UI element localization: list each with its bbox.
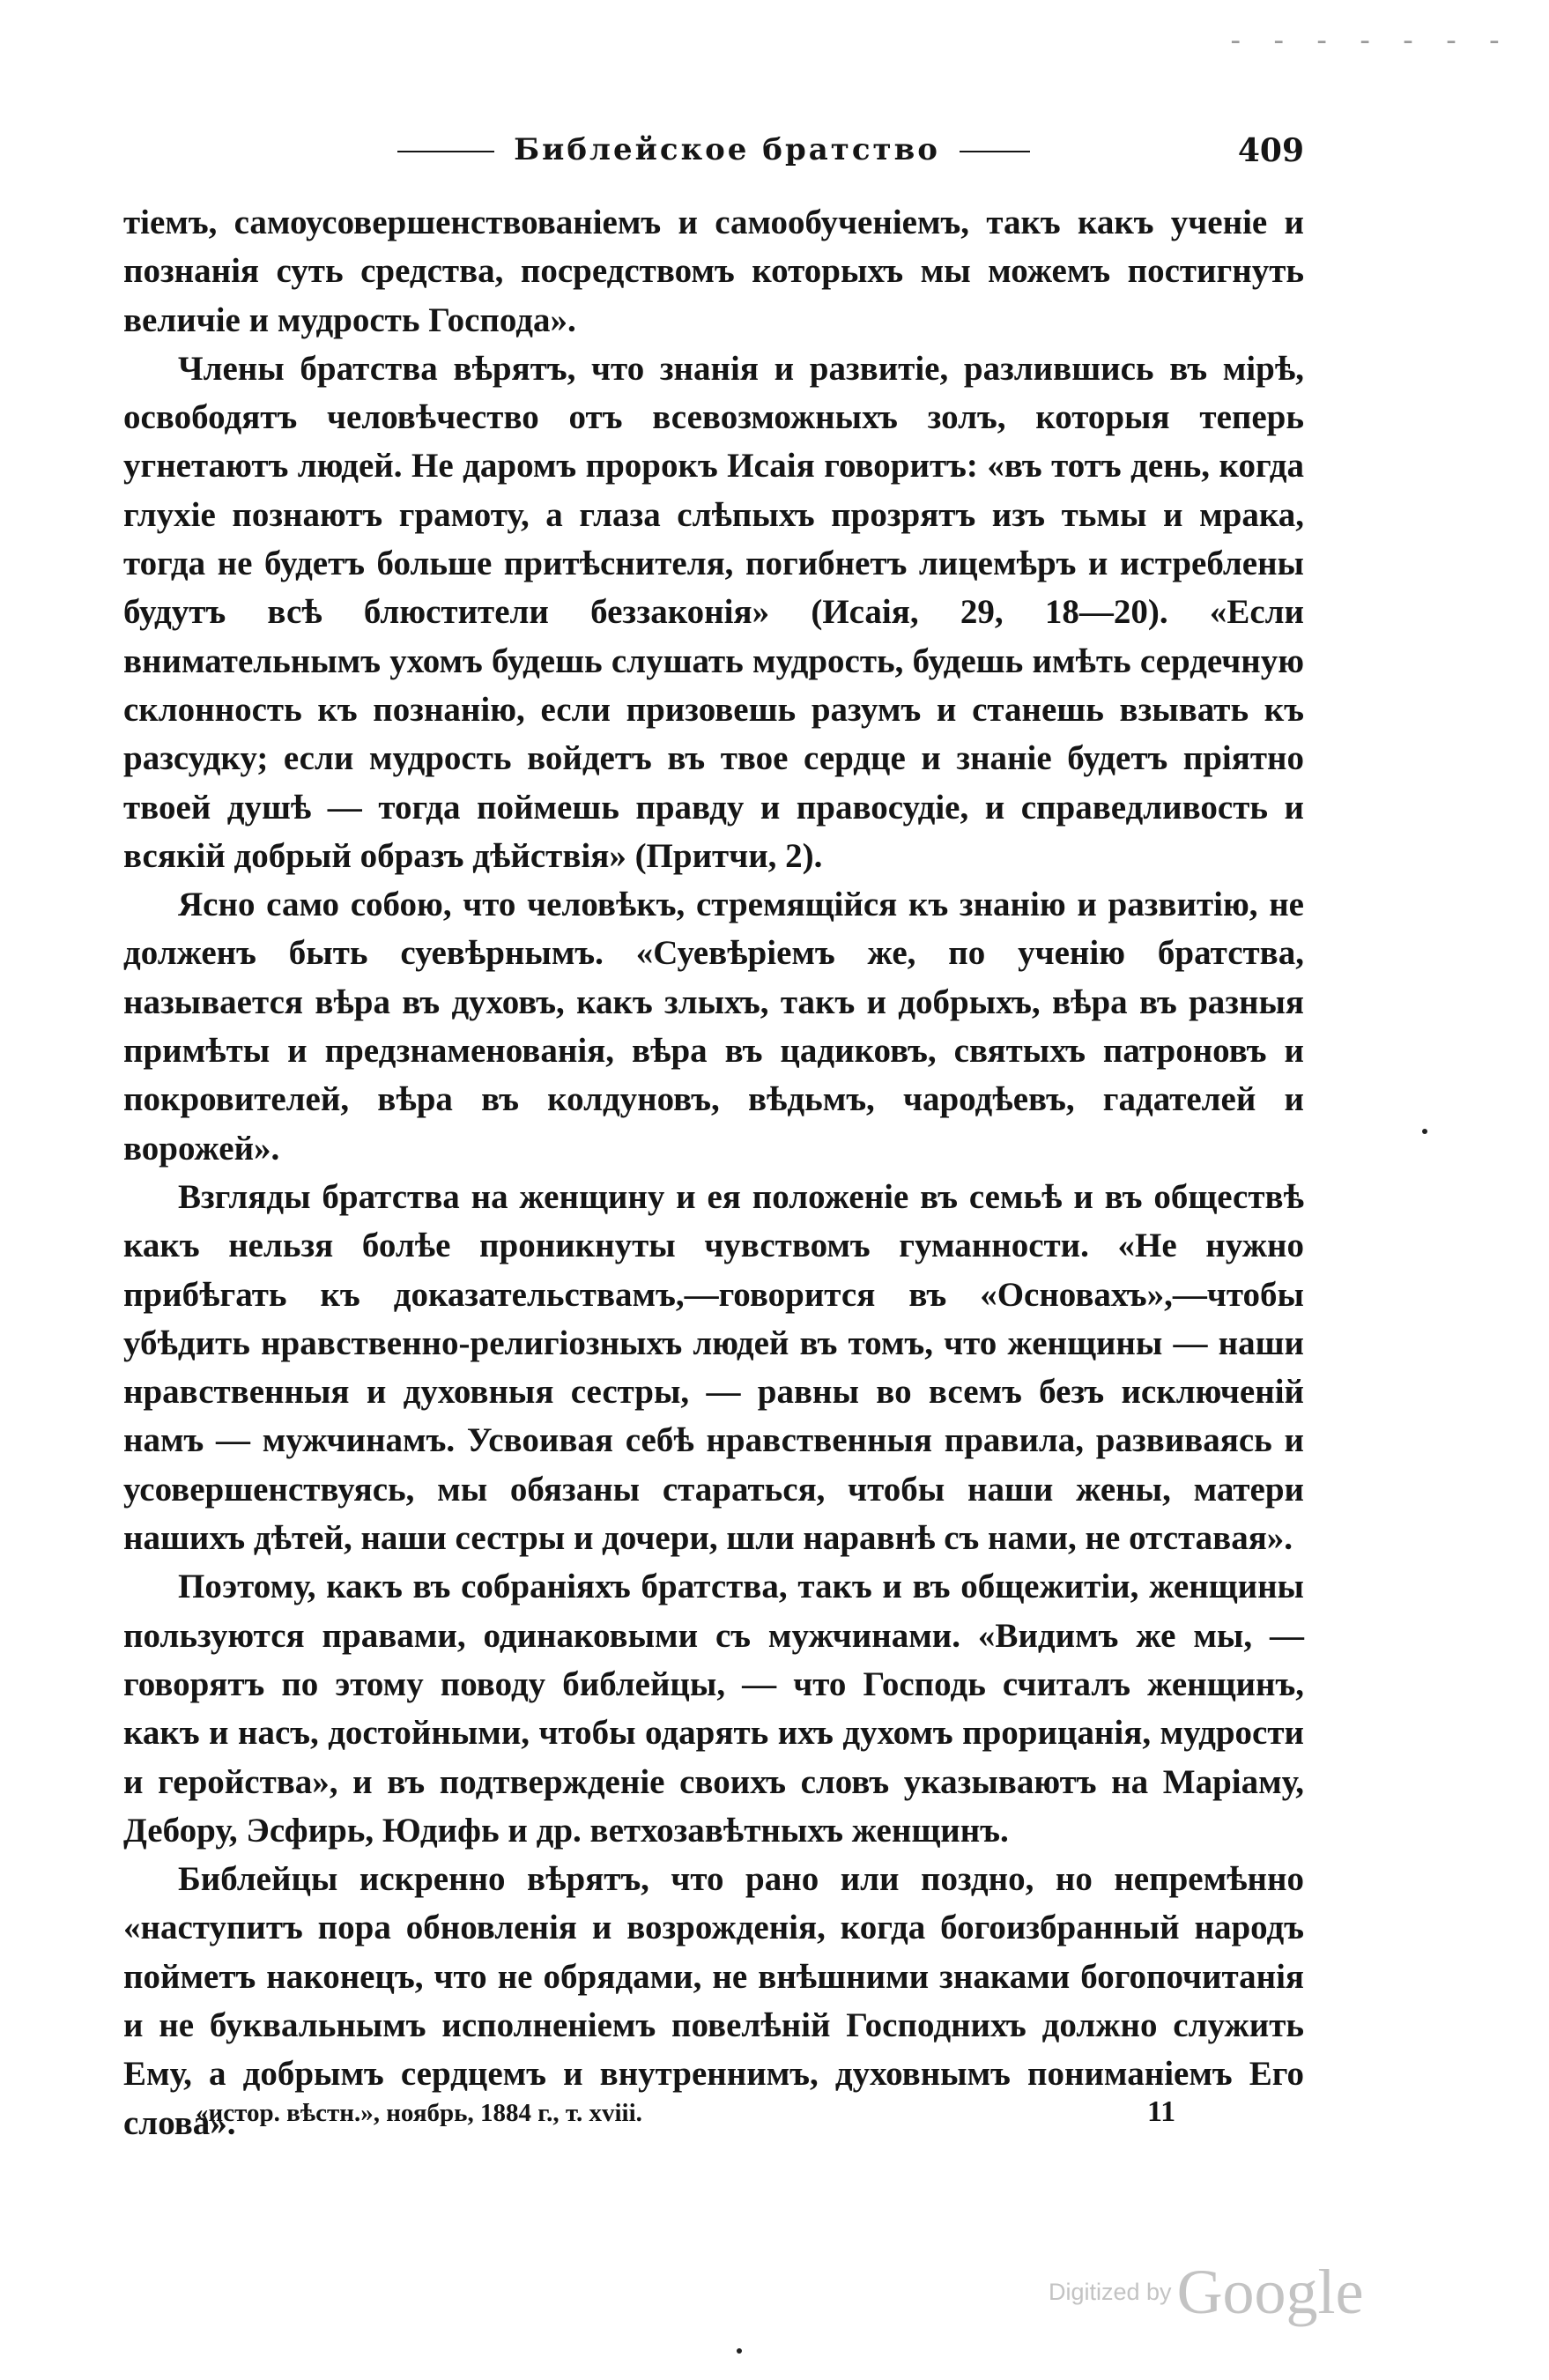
paragraph-3: Ясно само собою, что человѣкъ, стремящійся къ знанію и развитію, не долженъ быть суевѣрнымъ. «Суевѣріемъ же, по ученію братства, называется вѣра въ духовъ, какъ злыхъ, такъ и добрыхъ, вѣра въ разныя примѣты и предзнаменованія, вѣра въ цадиковъ, святыхъ патроновъ и покровителей, вѣра въ колдуновъ, вѣдьмъ, чародѣевъ, гадателей и ворожей».: [123, 886, 1304, 1168]
paragraph-2: Члены братства вѣрятъ, что знанія и развитіе, разлившись въ мірѣ, освободятъ человѣчество отъ всевозможныхъ золъ, которыя теперь угнетаютъ людей. Не даромъ пророкъ Исаія говоритъ: «въ тотъ день, когда глухіе познаютъ грамоту, а глаза слѣпыхъ прозрятъ изъ тьмы и мрака, тогда не будетъ больше притѣснителя, погибнетъ лицемѣръ и истреблены будутъ всѣ блюстители беззаконія» (Исаія, 29, 18—20). «Если внимательнымъ ухомъ будешь слушать мудрость, будешь имѣть сердечную склонность къ познанію, если призовешь разумъ и станешь взывать къ разсудку; если мудрость войдетъ въ твое сердце и знаніе будетъ пріятно твоей душѣ — тогда поймешь правду и правосудіе, и справедливость и всякій добрый образъ дѣйствія» (Притчи, 2).: [123, 349, 1304, 875]
title-rule-left: [397, 151, 494, 152]
running-title: [123, 132, 1304, 167]
body-text: [123, 198, 1304, 2147]
corner-scan-mark: - - - - - - -: [1227, 23, 1508, 58]
chapter-title: Библейское братство: [514, 132, 940, 167]
page-number: 409: [1237, 132, 1304, 169]
paragraph-1: тіемъ, самоусовершенствованіемъ и самообученіемъ, такъ какъ ученіе и познанія суть средства, посредствомъ которыхъ мы можемъ постигнуть величіе и мудрость Господа».: [123, 204, 1304, 339]
paragraph-5: Поэтому, какъ въ собраніяхъ братства, такъ и въ общежитіи, женщины пользуются правами, одинаковыми съ мужчинами. «Видимъ же мы, — говорятъ по этому поводу библейцы, — что Господь считалъ женщинъ, какъ и насъ, достойными, чтобы одарять ихъ духомъ прорицанія, мудрости и геройства», и въ подтвержденіе своихъ словъ указываютъ на Маріаму, Дебору, Эсфирь, Юдифь и др. ветхозавѣтныхъ женщинъ.: [123, 1568, 1304, 1850]
watermark-prefix: Digitized by: [1049, 2279, 1172, 2305]
digitized-watermark: [1049, 2256, 1364, 2329]
paragraph-6: Библейцы искренно вѣрятъ, что рано или поздно, но непремѣнно «наступитъ пора обновленія и возрожденія, когда богоизбранный народъ пойметъ наконецъ, что не обрядами, не внѣшними знаками богопочитанія и не буквальнымъ исполненіемъ повелѣній Господнихъ должно служить Ему, а добрымъ сердцемъ и внутреннимъ, духовнымъ пониманіемъ Его слова».: [123, 1860, 1304, 2142]
running-head: [123, 132, 1304, 185]
paragraph-4: Взгляды братства на женщину и ея положеніе въ семьѣ и въ обществѣ какъ нельзя болѣе проникнуты чувствомъ гуманности. «Не нужно прибѣгать къ доказательствамъ,—говорится въ «Основахъ»,—чтобы убѣдить нравственно-религіозныхъ людей въ томъ, что женщины — наши нравственныя и духовныя сестры, — равны во всемъ безъ исключеній намъ — мужчинамъ. Усвоивая себѣ нравственныя правила, развиваясь и усовершенствуясь, мы обязаны стараться, чтобы наши жены, матери нашихъ дѣтей, наши сестры и дочери, шли наравнѣ съ нами, не отставая».: [123, 1177, 1304, 1558]
signature-mark: 11: [1147, 2095, 1176, 2128]
google-logo-text: Google: [1176, 2257, 1364, 2327]
title-rule-right: [960, 151, 1030, 152]
page-footer: [123, 2095, 1304, 2143]
footer-source: «истор. вѣстн.», ноябрь, 1884 г., т. xviii.: [196, 2099, 642, 2127]
scan-speck: [737, 2348, 742, 2354]
scan-speck: [1422, 1129, 1427, 1134]
